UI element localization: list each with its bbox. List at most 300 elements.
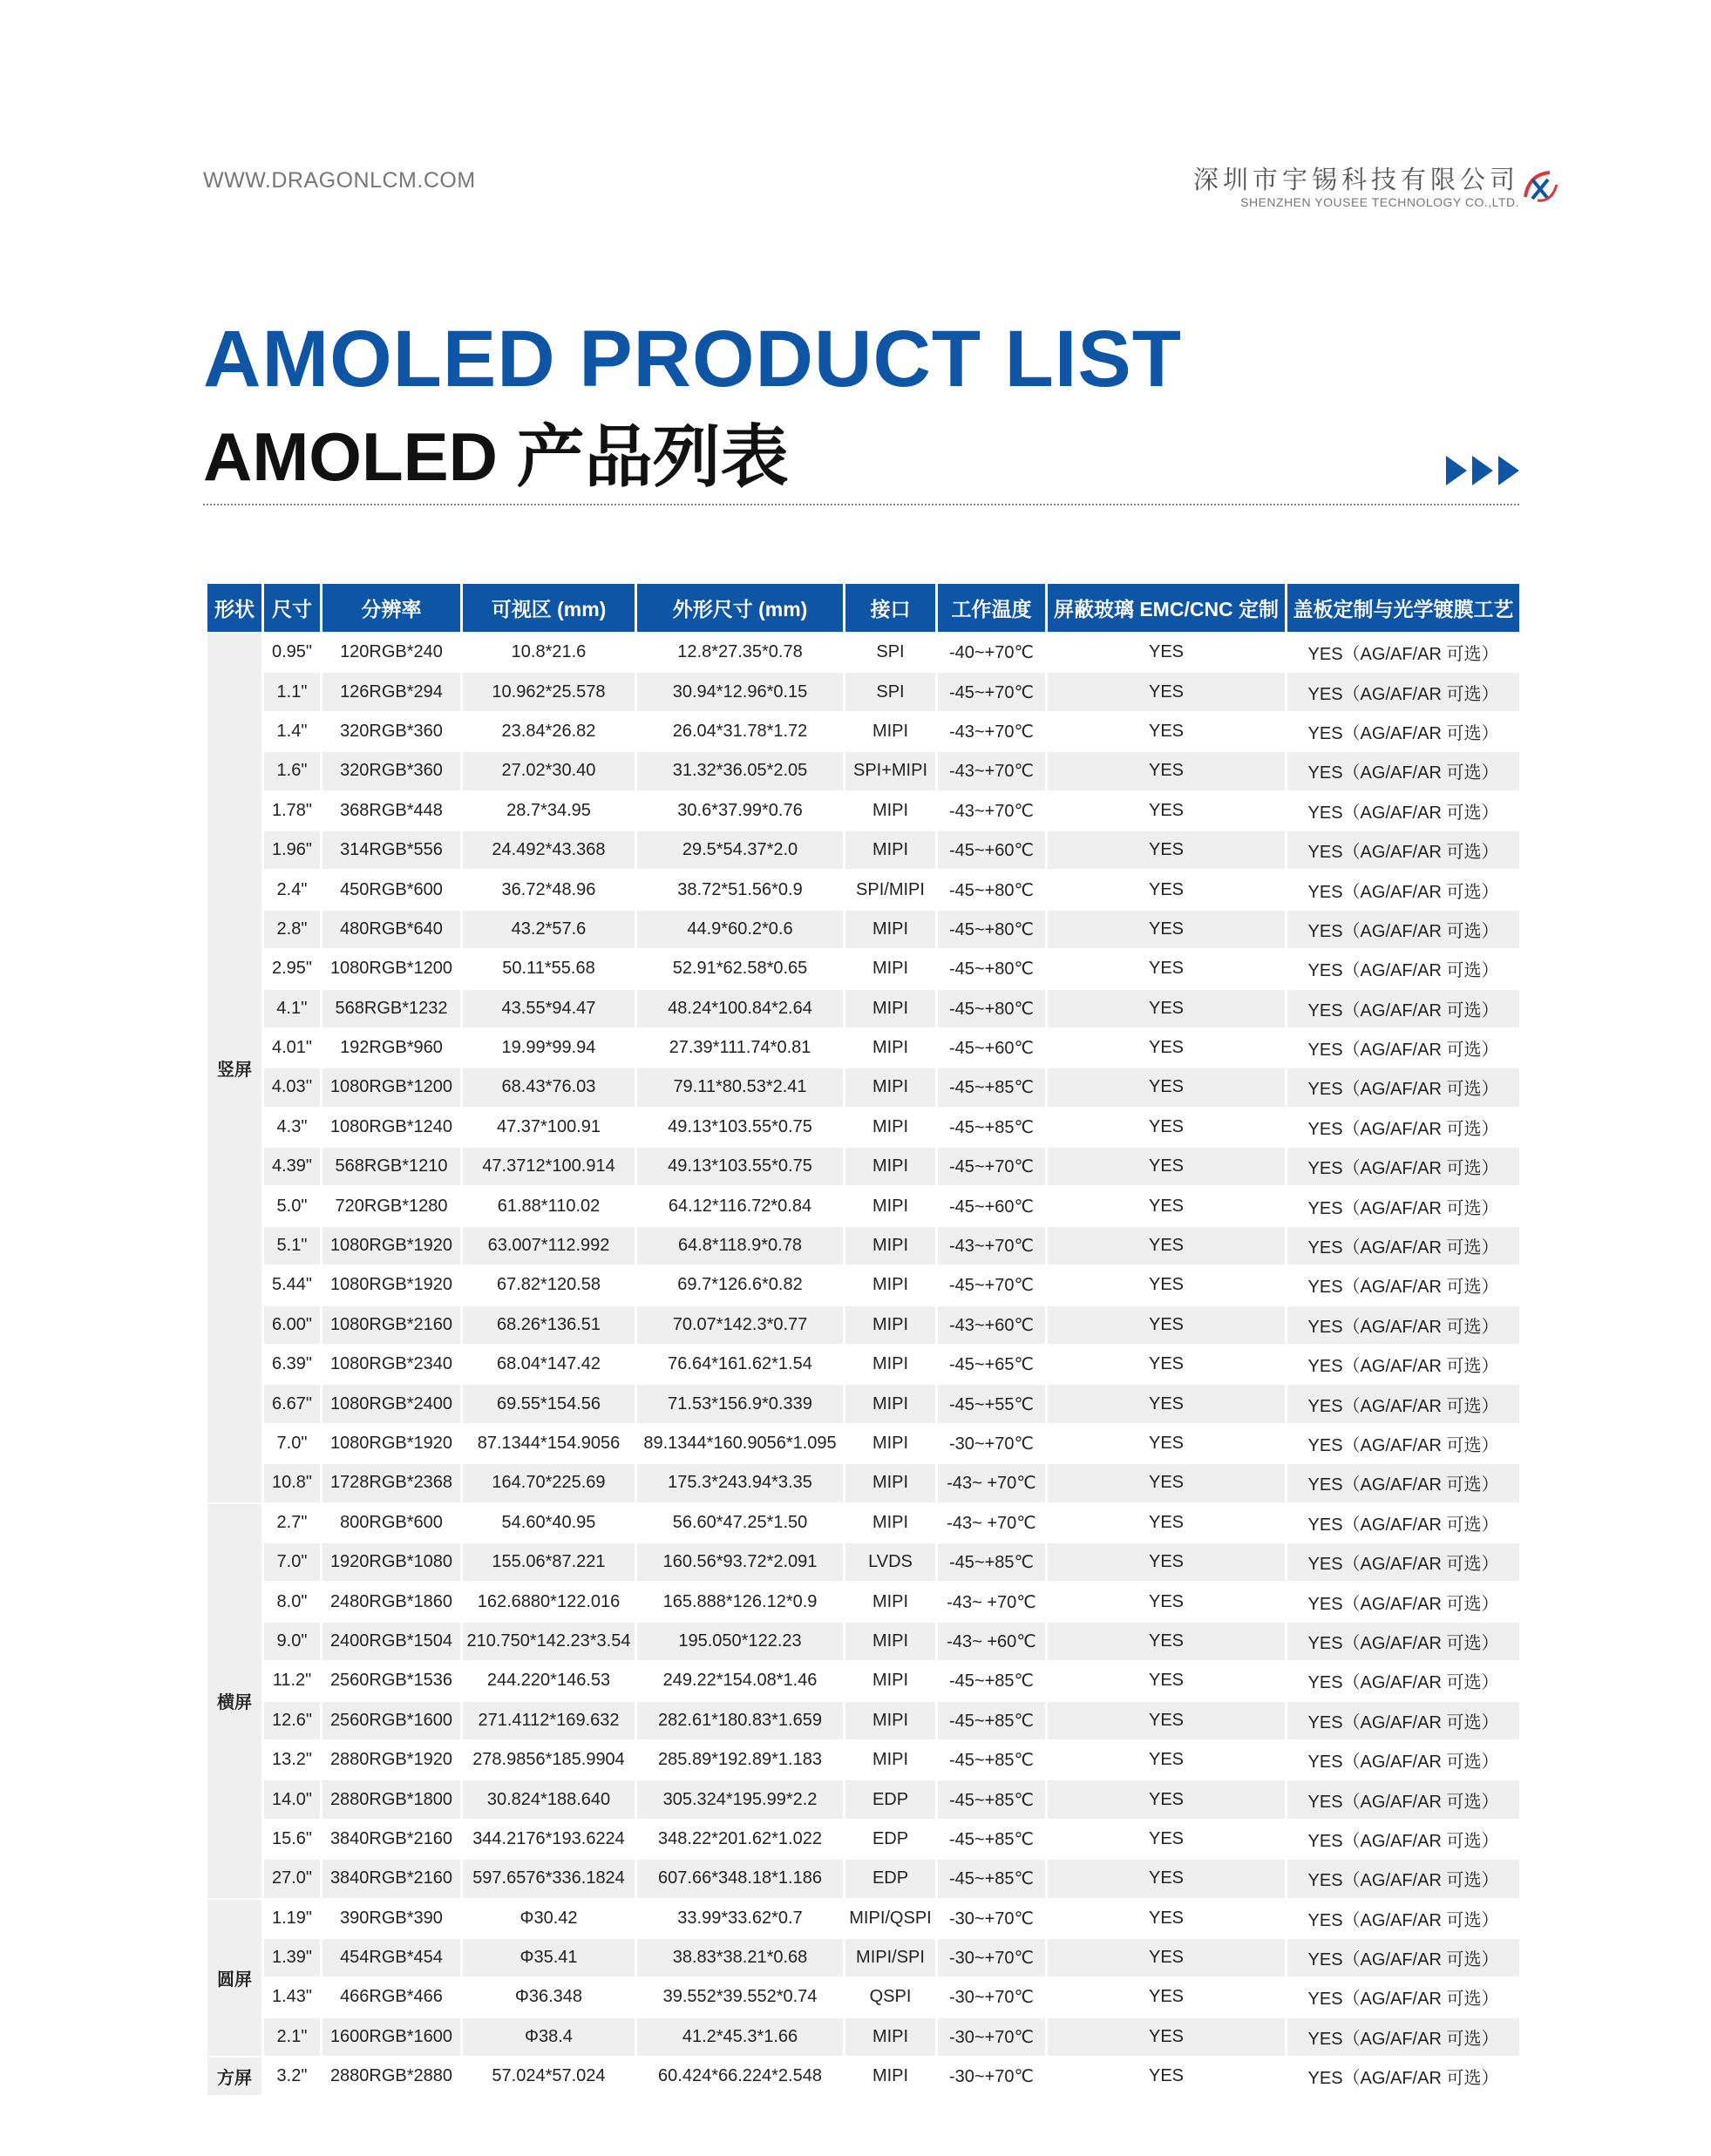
- cover-coating-cell: YES（AG/AF/AR 可选）: [1287, 911, 1519, 948]
- interface-cell: MIPI: [845, 1306, 935, 1344]
- interface-cell: MIPI: [845, 1109, 935, 1146]
- interface-cell: MIPI: [845, 1702, 935, 1739]
- table-row: [207, 1148, 1519, 1185]
- emc-cnc-cell: YES: [1048, 1860, 1285, 1897]
- temperature-cell: -30~+70℃: [938, 1425, 1045, 1462]
- emc-cnc-cell: YES: [1048, 1464, 1285, 1502]
- temperature-cell: -45~+85℃: [938, 1068, 1045, 1106]
- temperature-cell: -43~+70℃: [938, 752, 1045, 790]
- active-area-cell: 271.4112*169.632: [463, 1702, 635, 1739]
- cover-coating-cell: YES（AG/AF/AR 可选）: [1287, 1978, 1519, 2016]
- temperature-cell: -30~+70℃: [938, 1939, 1045, 1976]
- emc-cnc-cell: YES: [1048, 1583, 1285, 1620]
- emc-cnc-cell: YES: [1048, 950, 1285, 987]
- outline-cell: 27.39*111.74*0.81: [637, 1029, 843, 1067]
- interface-cell: MIPI: [845, 1623, 935, 1660]
- interface-cell: MIPI: [845, 2018, 935, 2056]
- resolution-cell: 2480RGB*1860: [323, 1583, 460, 1620]
- resolution-cell: 120RGB*240: [323, 634, 460, 671]
- cover-coating-cell: YES（AG/AF/AR 可选）: [1287, 1346, 1519, 1383]
- resolution-cell: 3840RGB*2160: [323, 1860, 460, 1897]
- table-row: [207, 1978, 1519, 2016]
- resolution-cell: 450RGB*600: [323, 871, 460, 908]
- emc-cnc-cell: YES: [1048, 1702, 1285, 1739]
- table-row: [207, 1504, 1519, 1542]
- cover-coating-cell: YES（AG/AF/AR 可选）: [1287, 1662, 1519, 1699]
- resolution-cell: 192RGB*960: [323, 1029, 460, 1067]
- table-row: [207, 911, 1519, 948]
- outline-cell: 60.424*66.224*2.548: [637, 2058, 843, 2095]
- emc-cnc-cell: YES: [1048, 1187, 1285, 1224]
- emc-cnc-cell: YES: [1048, 1029, 1285, 1067]
- table-row: [207, 1702, 1519, 1739]
- emc-cnc-cell: YES: [1048, 1109, 1285, 1146]
- emc-cnc-cell: YES: [1048, 1900, 1285, 1937]
- size-cell: 6.39": [264, 1346, 320, 1383]
- emc-cnc-cell: YES: [1048, 1820, 1285, 1858]
- outline-cell: 12.8*27.35*0.78: [637, 634, 843, 671]
- title-divider: [203, 504, 1519, 505]
- temperature-cell: -45~+80℃: [938, 950, 1045, 987]
- interface-cell: SPI/MIPI: [845, 871, 935, 908]
- resolution-cell: 1080RGB*2340: [323, 1346, 460, 1383]
- table-row: [207, 831, 1519, 869]
- active-area-cell: 36.72*48.96: [463, 871, 635, 908]
- outline-cell: 305.324*195.99*2.2: [637, 1780, 843, 1818]
- temperature-cell: -45~+85℃: [938, 1741, 1045, 1779]
- active-area-cell: 47.37*100.91: [463, 1109, 635, 1146]
- table-header-row: [207, 584, 1519, 632]
- table-row: [207, 1306, 1519, 1344]
- interface-cell: MIPI: [845, 1266, 935, 1304]
- table-row: [207, 1425, 1519, 1462]
- active-area-cell: 63.007*112.992: [463, 1227, 635, 1264]
- resolution-cell: 320RGB*360: [323, 752, 460, 790]
- cover-coating-cell: YES（AG/AF/AR 可选）: [1287, 1583, 1519, 1620]
- emc-cnc-cell: YES: [1048, 1741, 1285, 1779]
- cover-coating-cell: YES（AG/AF/AR 可选）: [1287, 871, 1519, 908]
- table-row: [207, 1543, 1519, 1581]
- header-outline: 外形尺寸 (mm): [637, 584, 843, 632]
- emc-cnc-cell: YES: [1048, 1543, 1285, 1581]
- outline-cell: 49.13*103.55*0.75: [637, 1148, 843, 1185]
- interface-cell: EDP: [845, 1780, 935, 1818]
- interface-cell: EDP: [845, 1860, 935, 1897]
- interface-cell: MIPI/QSPI: [845, 1900, 935, 1937]
- cover-coating-cell: YES（AG/AF/AR 可选）: [1287, 1820, 1519, 1858]
- active-area-cell: 28.7*34.95: [463, 792, 635, 830]
- resolution-cell: 720RGB*1280: [323, 1187, 460, 1224]
- size-cell: 9.0": [264, 1623, 320, 1660]
- temperature-cell: -43~+70℃: [938, 1227, 1045, 1264]
- size-cell: 1.1": [264, 673, 320, 710]
- outline-cell: 39.552*39.552*0.74: [637, 1978, 843, 2016]
- size-cell: 1.78": [264, 792, 320, 830]
- temperature-cell: -43~ +60℃: [938, 1623, 1045, 1660]
- cover-coating-cell: YES（AG/AF/AR 可选）: [1287, 1148, 1519, 1185]
- cover-coating-cell: YES（AG/AF/AR 可选）: [1287, 1425, 1519, 1462]
- cover-coating-cell: YES（AG/AF/AR 可选）: [1287, 673, 1519, 710]
- temperature-cell: -43~+70℃: [938, 792, 1045, 830]
- active-area-cell: 87.1344*154.9056: [463, 1425, 635, 1462]
- cover-coating-cell: YES（AG/AF/AR 可选）: [1287, 1702, 1519, 1739]
- size-cell: 4.03'': [264, 1068, 320, 1106]
- resolution-cell: 1920RGB*1080: [323, 1543, 460, 1581]
- outline-cell: 79.11*80.53*2.41: [637, 1068, 843, 1106]
- size-cell: 10.8": [264, 1464, 320, 1502]
- table-row: [207, 1109, 1519, 1146]
- active-area-cell: 54.60*40.95: [463, 1504, 635, 1542]
- outline-cell: 33.99*33.62*0.7: [637, 1900, 843, 1937]
- temperature-cell: -45~+60℃: [938, 1029, 1045, 1067]
- outline-cell: 52.91*62.58*0.65: [637, 950, 843, 987]
- outline-cell: 285.89*192.89*1.183: [637, 1741, 843, 1779]
- site-url: WWW.DRAGONLCM.COM: [203, 168, 476, 193]
- company-name-en: SHENZHEN YOUSEE TECHNOLOGY CO.,LTD.: [1240, 195, 1519, 209]
- active-area-cell: 67.82*120.58: [463, 1266, 635, 1304]
- table-row: [207, 1860, 1519, 1897]
- resolution-cell: 1080RGB*1920: [323, 1266, 460, 1304]
- emc-cnc-cell: YES: [1048, 792, 1285, 830]
- active-area-cell: 10.8*21.6: [463, 634, 635, 671]
- header-cover-coating: 盖板定制与光学镀膜工艺: [1287, 584, 1519, 632]
- arrow-right-icon: [1472, 456, 1493, 485]
- interface-cell: EDP: [845, 1820, 935, 1858]
- resolution-cell: 1080RGB*1240: [323, 1109, 460, 1146]
- interface-cell: MIPI: [845, 792, 935, 830]
- size-cell: 2.7": [264, 1504, 320, 1542]
- emc-cnc-cell: YES: [1048, 1266, 1285, 1304]
- size-cell: 2.8": [264, 911, 320, 948]
- active-area-cell: 68.04*147.42: [463, 1346, 635, 1383]
- table-row: [207, 1583, 1519, 1620]
- resolution-cell: 568RGB*1210: [323, 1148, 460, 1185]
- temperature-cell: -30~+70℃: [938, 1900, 1045, 1937]
- active-area-cell: 23.84*26.82: [463, 713, 635, 750]
- size-cell: 4.39": [264, 1148, 320, 1185]
- resolution-cell: 390RGB*390: [323, 1900, 460, 1937]
- cover-coating-cell: YES（AG/AF/AR 可选）: [1287, 2058, 1519, 2095]
- resolution-cell: 480RGB*640: [323, 911, 460, 948]
- size-cell: 7.0": [264, 1425, 320, 1462]
- cover-coating-cell: YES（AG/AF/AR 可选）: [1287, 831, 1519, 869]
- emc-cnc-cell: YES: [1048, 752, 1285, 790]
- outline-cell: 41.2*45.3*1.66: [637, 2018, 843, 2056]
- interface-cell: MIPI: [845, 950, 935, 987]
- size-cell: 11.2": [264, 1662, 320, 1699]
- temperature-cell: -45~+85℃: [938, 1662, 1045, 1699]
- temperature-cell: -45~+55℃: [938, 1385, 1045, 1422]
- size-cell: 27.0": [264, 1860, 320, 1897]
- interface-cell: MIPI: [845, 831, 935, 869]
- size-cell: 3.2": [264, 2058, 320, 2095]
- temperature-cell: -43~+70℃: [938, 713, 1045, 750]
- cover-coating-cell: YES（AG/AF/AR 可选）: [1287, 1780, 1519, 1818]
- emc-cnc-cell: YES: [1048, 1623, 1285, 1660]
- temperature-cell: -30~+70℃: [938, 2018, 1045, 2056]
- size-cell: 2.95": [264, 950, 320, 987]
- size-cell: 5.1": [264, 1227, 320, 1264]
- emc-cnc-cell: YES: [1048, 1306, 1285, 1344]
- interface-cell: SPI: [845, 634, 935, 671]
- emc-cnc-cell: YES: [1048, 990, 1285, 1027]
- cover-coating-cell: YES（AG/AF/AR 可选）: [1287, 1068, 1519, 1106]
- resolution-cell: 454RGB*454: [323, 1939, 460, 1976]
- size-cell: 4.3": [264, 1109, 320, 1146]
- resolution-cell: 1600RGB*1600: [323, 2018, 460, 2056]
- cover-coating-cell: YES（AG/AF/AR 可选）: [1287, 1306, 1519, 1344]
- table-row: [207, 634, 1519, 671]
- table-row: [207, 1464, 1519, 1502]
- header-interface: 接口: [845, 584, 935, 632]
- header-shape: 形状: [207, 584, 261, 632]
- temperature-cell: -45~+85℃: [938, 1860, 1045, 1897]
- shape-cell: 竖屏: [207, 634, 261, 1502]
- outline-cell: 29.5*54.37*2.0: [637, 831, 843, 869]
- interface-cell: MIPI: [845, 1504, 935, 1542]
- arrow-right-icon: [1446, 456, 1467, 485]
- header-emc-cnc: 屏蔽玻璃 EMC/CNC 定制: [1048, 584, 1285, 632]
- cover-coating-cell: YES（AG/AF/AR 可选）: [1287, 1900, 1519, 1937]
- header-active-area: 可视区 (mm): [463, 584, 635, 632]
- active-area-cell: 24.492*43.368: [463, 831, 635, 869]
- page-title-en: AMOLED PRODUCT LIST: [203, 315, 1182, 403]
- size-cell: 6.00": [264, 1306, 320, 1344]
- emc-cnc-cell: YES: [1048, 1939, 1285, 1976]
- resolution-cell: 466RGB*466: [323, 1978, 460, 2016]
- resolution-cell: 568RGB*1232: [323, 990, 460, 1027]
- active-area-cell: 210.750*142.23*3.54: [463, 1623, 635, 1660]
- interface-cell: SPI: [845, 673, 935, 710]
- yousee-logo-icon: [1520, 167, 1560, 207]
- table-row: [207, 1227, 1519, 1264]
- outline-cell: 64.12*116.72*0.84: [637, 1187, 843, 1224]
- interface-cell: MIPI: [845, 1583, 935, 1620]
- active-area-cell: 47.3712*100.914: [463, 1148, 635, 1185]
- emc-cnc-cell: YES: [1048, 1227, 1285, 1264]
- outline-cell: 69.7*126.6*0.82: [637, 1266, 843, 1304]
- temperature-cell: -40~+70℃: [938, 634, 1045, 671]
- outline-cell: 249.22*154.08*1.46: [637, 1662, 843, 1699]
- table-row: [207, 871, 1519, 908]
- cover-coating-cell: YES（AG/AF/AR 可选）: [1287, 752, 1519, 790]
- outline-cell: 607.66*348.18*1.186: [637, 1860, 843, 1897]
- size-cell: 2.1": [264, 2018, 320, 2056]
- active-area-cell: 30.824*188.640: [463, 1780, 635, 1818]
- interface-cell: MIPI: [845, 1385, 935, 1422]
- size-cell: 1.39": [264, 1939, 320, 1976]
- resolution-cell: 2880RGB*2880: [323, 2058, 460, 2095]
- table-row: [207, 1623, 1519, 1660]
- cover-coating-cell: YES（AG/AF/AR 可选）: [1287, 1109, 1519, 1146]
- cover-coating-cell: YES（AG/AF/AR 可选）: [1287, 1029, 1519, 1067]
- outline-cell: 56.60*47.25*1.50: [637, 1504, 843, 1542]
- active-area-cell: Φ36.348: [463, 1978, 635, 2016]
- active-area-cell: 68.26*136.51: [463, 1306, 635, 1344]
- size-cell: 4.01": [264, 1029, 320, 1067]
- resolution-cell: 368RGB*448: [323, 792, 460, 830]
- cover-coating-cell: YES（AG/AF/AR 可选）: [1287, 1860, 1519, 1897]
- resolution-cell: 800RGB*600: [323, 1504, 460, 1542]
- table-row: [207, 1820, 1519, 1858]
- active-area-cell: 162.6880*122.016: [463, 1583, 635, 1620]
- temperature-cell: -43~ +70℃: [938, 1583, 1045, 1620]
- table-row: [207, 752, 1519, 790]
- interface-cell: LVDS: [845, 1543, 935, 1581]
- cover-coating-cell: YES（AG/AF/AR 可选）: [1287, 1187, 1519, 1224]
- shape-cell: 方屏: [207, 2058, 261, 2095]
- active-area-cell: 50.11*55.68: [463, 950, 635, 987]
- cover-coating-cell: YES（AG/AF/AR 可选）: [1287, 1266, 1519, 1304]
- active-area-cell: 19.99*99.94: [463, 1029, 635, 1067]
- temperature-cell: -45~+70℃: [938, 1148, 1045, 1185]
- table-row: [207, 2058, 1519, 2095]
- table-row: [207, 1780, 1519, 1818]
- resolution-cell: 1080RGB*2160: [323, 1306, 460, 1344]
- resolution-cell: 1080RGB*1920: [323, 1227, 460, 1264]
- temperature-cell: -45~+85℃: [938, 1109, 1045, 1146]
- temperature-cell: -45~+65℃: [938, 1346, 1045, 1383]
- active-area-cell: 43.2*57.6: [463, 911, 635, 948]
- resolution-cell: 2880RGB*1800: [323, 1780, 460, 1818]
- active-area-cell: 244.220*146.53: [463, 1662, 635, 1699]
- table-row: [207, 1068, 1519, 1106]
- resolution-cell: 3840RGB*2160: [323, 1820, 460, 1858]
- interface-cell: MIPI: [845, 911, 935, 948]
- outline-cell: 64.8*118.9*0.78: [637, 1227, 843, 1264]
- size-cell: 2.4": [264, 871, 320, 908]
- emc-cnc-cell: YES: [1048, 1068, 1285, 1106]
- outline-cell: 44.9*60.2*0.6: [637, 911, 843, 948]
- size-cell: 1.4": [264, 713, 320, 750]
- resolution-cell: 2560RGB*1600: [323, 1702, 460, 1739]
- outline-cell: 175.3*243.94*3.35: [637, 1464, 843, 1502]
- outline-cell: 76.64*161.62*1.54: [637, 1346, 843, 1383]
- cover-coating-cell: YES（AG/AF/AR 可选）: [1287, 713, 1519, 750]
- table-row: [207, 990, 1519, 1027]
- resolution-cell: 2560RGB*1536: [323, 1662, 460, 1699]
- table-row: [207, 673, 1519, 710]
- cover-coating-cell: YES（AG/AF/AR 可选）: [1287, 2018, 1519, 2056]
- emc-cnc-cell: YES: [1048, 1780, 1285, 1818]
- resolution-cell: 1080RGB*2400: [323, 1385, 460, 1422]
- outline-cell: 160.56*93.72*2.091: [637, 1543, 843, 1581]
- emc-cnc-cell: YES: [1048, 1978, 1285, 2016]
- cover-coating-cell: YES（AG/AF/AR 可选）: [1287, 1623, 1519, 1660]
- interface-cell: QSPI: [845, 1978, 935, 2016]
- active-area-cell: 10.962*25.578: [463, 673, 635, 710]
- size-cell: 5.0": [264, 1187, 320, 1224]
- interface-cell: MIPI: [845, 1464, 935, 1502]
- size-cell: 1.19": [264, 1900, 320, 1937]
- interface-cell: MIPI: [845, 1187, 935, 1224]
- table-row: [207, 1187, 1519, 1224]
- temperature-cell: -30~+70℃: [938, 1978, 1045, 2016]
- temperature-cell: -45~+85℃: [938, 1820, 1045, 1858]
- size-cell: 5.44": [264, 1266, 320, 1304]
- interface-cell: MIPI: [845, 1741, 935, 1779]
- resolution-cell: 1080RGB*1200: [323, 950, 460, 987]
- emc-cnc-cell: YES: [1048, 1425, 1285, 1462]
- emc-cnc-cell: YES: [1048, 871, 1285, 908]
- size-cell: 8.0": [264, 1583, 320, 1620]
- interface-cell: MIPI: [845, 1227, 935, 1264]
- interface-cell: MIPI: [845, 990, 935, 1027]
- size-cell: 15.6": [264, 1820, 320, 1858]
- temperature-cell: -45~+85℃: [938, 1702, 1045, 1739]
- outline-cell: 195.050*122.23: [637, 1623, 843, 1660]
- outline-cell: 26.04*31.78*1.72: [637, 713, 843, 750]
- shape-cell: 横屏: [207, 1504, 261, 1898]
- header-temperature: 工作温度: [938, 584, 1045, 632]
- outline-cell: 70.07*142.3*0.77: [637, 1306, 843, 1344]
- outline-cell: 31.32*36.05*2.05: [637, 752, 843, 790]
- cover-coating-cell: YES（AG/AF/AR 可选）: [1287, 1543, 1519, 1581]
- active-area-cell: 69.55*154.56: [463, 1385, 635, 1422]
- emc-cnc-cell: YES: [1048, 1148, 1285, 1185]
- active-area-cell: 68.43*76.03: [463, 1068, 635, 1106]
- temperature-cell: -45~+80℃: [938, 990, 1045, 1027]
- resolution-cell: 2880RGB*1920: [323, 1741, 460, 1779]
- interface-cell: MIPI: [845, 1346, 935, 1383]
- emc-cnc-cell: YES: [1048, 1662, 1285, 1699]
- temperature-cell: -45~+80℃: [938, 911, 1045, 948]
- size-cell: 12.6": [264, 1702, 320, 1739]
- temperature-cell: -43~+60℃: [938, 1306, 1045, 1344]
- active-area-cell: Φ35.41: [463, 1939, 635, 1976]
- table-row: [207, 2018, 1519, 2056]
- size-cell: 6.67": [264, 1385, 320, 1422]
- emc-cnc-cell: YES: [1048, 713, 1285, 750]
- active-area-cell: 155.06*87.221: [463, 1543, 635, 1581]
- size-cell: 7.0": [264, 1543, 320, 1581]
- active-area-cell: 61.88*110.02: [463, 1187, 635, 1224]
- cover-coating-cell: YES（AG/AF/AR 可选）: [1287, 1939, 1519, 1976]
- table-row: [207, 1029, 1519, 1067]
- table-body: [207, 634, 1519, 2095]
- company-name: [1193, 166, 1519, 209]
- size-cell: 13.2": [264, 1741, 320, 1779]
- active-area-cell: 27.02*30.40: [463, 752, 635, 790]
- cover-coating-cell: YES（AG/AF/AR 可选）: [1287, 950, 1519, 987]
- outline-cell: 38.83*38.21*0.68: [637, 1939, 843, 1976]
- cover-coating-cell: YES（AG/AF/AR 可选）: [1287, 1385, 1519, 1422]
- size-cell: 1.96": [264, 831, 320, 869]
- cover-coating-cell: YES（AG/AF/AR 可选）: [1287, 1504, 1519, 1542]
- table-row: [207, 792, 1519, 830]
- outline-cell: 38.72*51.56*0.9: [637, 871, 843, 908]
- cover-coating-cell: YES（AG/AF/AR 可选）: [1287, 634, 1519, 671]
- active-area-cell: 344.2176*193.6224: [463, 1820, 635, 1858]
- page-title-cn: AMOLED 产品列表: [203, 418, 789, 495]
- active-area-cell: 597.6576*336.1824: [463, 1860, 635, 1897]
- resolution-cell: 1080RGB*1200: [323, 1068, 460, 1106]
- table-row: [207, 950, 1519, 987]
- outline-cell: 71.53*156.9*0.339: [637, 1385, 843, 1422]
- cover-coating-cell: YES（AG/AF/AR 可选）: [1287, 990, 1519, 1027]
- outline-cell: 49.13*103.55*0.75: [637, 1109, 843, 1146]
- temperature-cell: -45~+70℃: [938, 1266, 1045, 1304]
- header-resolution: 分辨率: [323, 584, 460, 632]
- resolution-cell: 2400RGB*1504: [323, 1623, 460, 1660]
- outline-cell: 30.6*37.99*0.76: [637, 792, 843, 830]
- shape-cell: 圆屏: [207, 1900, 261, 2057]
- interface-cell: MIPI: [845, 2058, 935, 2095]
- table-row: [207, 1900, 1519, 1937]
- emc-cnc-cell: YES: [1048, 634, 1285, 671]
- resolution-cell: 320RGB*360: [323, 713, 460, 750]
- table-row: [207, 1662, 1519, 1699]
